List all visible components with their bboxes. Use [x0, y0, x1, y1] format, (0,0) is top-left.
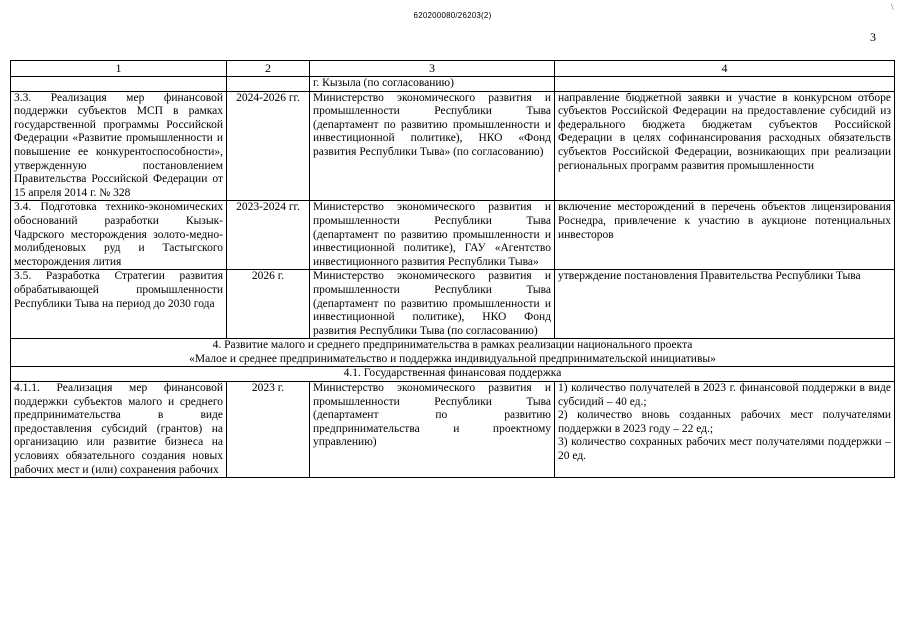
column-header-4: 4 [555, 61, 895, 77]
result-cell [555, 382, 895, 478]
executor-cell: Министерство экономического развития и промышленности Республики Тыва (департамент по развитию предпринимательства и проектному управлению) [310, 382, 555, 478]
subsection-header-row [11, 367, 895, 382]
section-4-line-1: 4. Развитие малого и среднего предпринимательства в рамках реализации национального проекта [212, 339, 693, 352]
continuation-text: г. Кызыла (по согласованию) [310, 77, 555, 92]
measure-cell: 3.5. Разработка Стратегии развития обрабатывающей промышленности Республики Тыва на период до 2030 года [11, 270, 227, 339]
result-cell: включение месторождений в перечень объектов лицензирования Роснедра, привлечение к участию в аукционе потенциальных инвесторов [555, 201, 895, 270]
result-cell: направление бюджетной заявки и участие в конкурсном отборе субъектов Российской Федерации на предоставление субсидий из федерального бюджета бюджетам субъектов Российской Федерации в целях софинансирования расходных обязательств субъектов Российской Федерации, возникающих при реализации региональных программ развития промышленности [555, 91, 895, 201]
measure-cell: 3.3. Реализация мер финансовой поддержки субъектов МСП в рамках государственной программы Российской Федерации «Развитие промышленности и повышение ее конкурентоспособности», утвержденную постановлением Правительства Российской Федерации от 15 апреля 2014 г. № 328 [11, 91, 227, 201]
result-item-3: 3) количество сохранных рабочих мест получателями поддержки – 20 ед. [558, 436, 891, 463]
result-item-2: 2) количество вновь созданных рабочих мест получателями поддержки в 2023 году – 22 ед.; [558, 409, 891, 435]
executor-cell: Министерство экономического развития и промышленности Республики Тыва (департамент по развитию промышленности и инвестиционной политике), НКО «Фонд развития Республики Тыва» (по согласованию) [310, 91, 555, 201]
section-4-title [11, 339, 895, 367]
column-header-3: 3 [310, 61, 555, 77]
executor-cell: Министерство экономического развития и промышленности Республики Тыва (департамент по развитию промышленности и инвестиционной политике), НКО Фонд развития Республики Тыва (по согласованию) [310, 270, 555, 339]
period-cell: 2024-2026 гг. [227, 91, 310, 201]
result-item-1: 1) количество получателей в 2023 г. финансовой поддержки в виде субсидий – 40 ед.; [558, 382, 891, 408]
measure-cell: 3.4. Подготовка технико-экономических обоснований разработки Кызык-Чадрского месторождения золото-медно-молибденовых руд и Тастыгского месторождения лития [11, 201, 227, 270]
period-cell: 2026 г. [227, 270, 310, 339]
executor-cell: Министерство экономического развития и промышленности Республики Тыва (департамент по развитию промышленности и инвестиционной политике), ГАУ «Агентство инвестиционного развития Республики Тыва» [310, 201, 555, 270]
section-header-row [11, 339, 895, 367]
page-number: 3 [870, 30, 876, 44]
period-cell: 2023 г. [227, 382, 310, 478]
table-header-row [11, 61, 895, 77]
column-header-2: 2 [227, 61, 310, 77]
subsection-4-1-title: 4.1. Государственная финансовая поддержка [11, 367, 895, 382]
table-row [11, 270, 895, 339]
table-row [11, 91, 895, 201]
table-row [11, 201, 895, 270]
measures-table [10, 60, 895, 478]
result-cell: утверждение постановления Правительства Республики Тыва [555, 270, 895, 339]
column-header-1: 1 [11, 61, 227, 77]
document-id: 620200080/26203(2) [413, 11, 492, 20]
section-4-line-2: «Малое и среднее предпринимательство и поддержка индивидуальной предпринимательской инициативы» [189, 352, 716, 365]
continuation-row [11, 77, 895, 92]
table-row [11, 382, 895, 478]
period-cell: 2023-2024 гг. [227, 201, 310, 270]
measure-cell: 4.1.1. Реализация мер финансовой поддержки субъектов малого и среднего предпринимательства в виде предоставления субсидий (грантов) на организацию или развитие бизнеса на условиях обязательного создания новых рабочих мест и (или) сохранения рабочих [11, 382, 227, 478]
scan-mark: \ [891, 2, 894, 12]
